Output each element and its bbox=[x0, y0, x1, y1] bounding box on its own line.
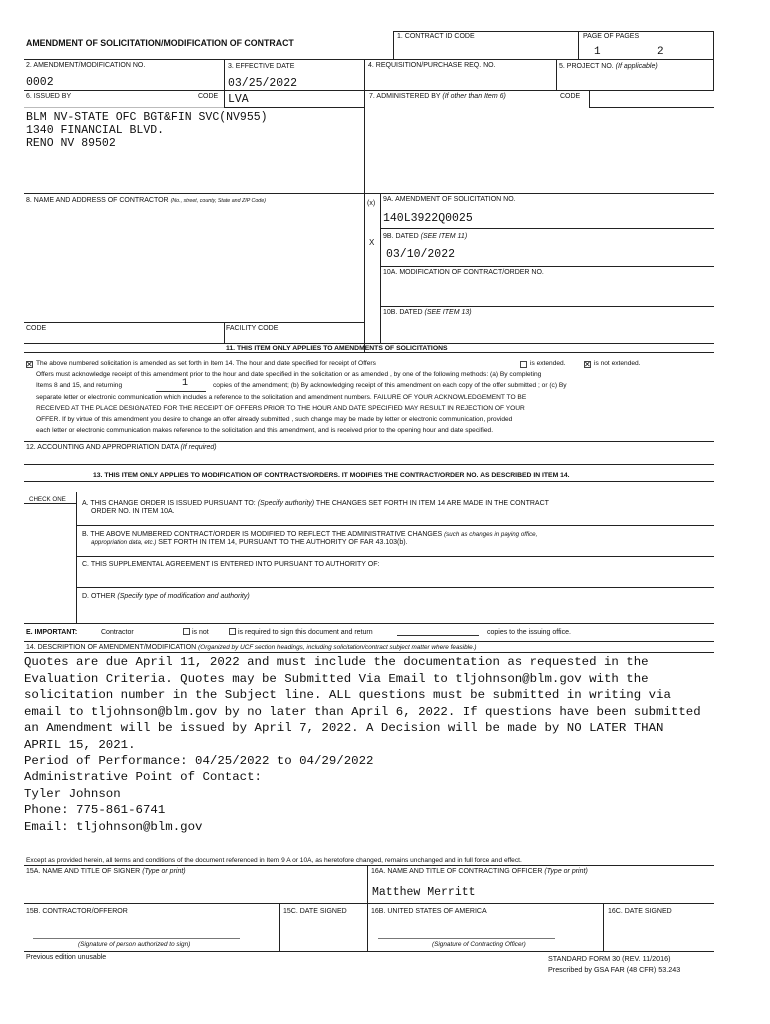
item-13b-line-2: appropriation data, etc.) SET FORTH IN ITEM 14, PURSUANT TO THE AUTHORITY OF FAR 43.103(b). bbox=[91, 539, 408, 546]
item-10b-label: 10B. DATED (SEE ITEM 13) bbox=[383, 309, 472, 316]
item-11-line-6: OFFER. If by virtue of this amendment you desire to change an offer already submitted , such change may be made by letter or electronic communication, provided bbox=[36, 416, 513, 423]
amended-checkbox[interactable]: ✕ bbox=[26, 360, 33, 369]
item-9b-label: 9B. DATED (SEE ITEM 11) bbox=[383, 233, 468, 240]
item-12-label: 12. ACCOUNTING AND APPROPRIATION DATA (If required) bbox=[26, 444, 217, 451]
description-line-10: Phone: 775-861-6741 bbox=[24, 803, 166, 817]
effective-date-value: 03/25/2022 bbox=[228, 77, 298, 90]
item-15a-label: 15A. NAME AND TITLE OF SIGNER (Type or print) bbox=[26, 868, 186, 875]
project-no-label: 5. PROJECT NO. (If applicable) bbox=[559, 63, 658, 70]
item-11-heading: 11. THIS ITEM ONLY APPLIES TO AMENDMENTS OF SOLICITATIONS bbox=[226, 345, 448, 352]
important-label: E. IMPORTANT: bbox=[26, 629, 78, 636]
item-16c-label: 16C. DATE SIGNED bbox=[608, 908, 672, 915]
administered-by-label: 7. ADMINISTERED BY (If other than Item 6) bbox=[369, 93, 506, 100]
description-line-3: solicitation number in the Subject line. ALL questions must be submitted in writing via bbox=[24, 688, 671, 702]
requisition-label: 4. REQUISITION/PURCHASE REQ. NO. bbox=[368, 62, 496, 69]
officer-signature-line[interactable] bbox=[378, 938, 555, 939]
item-13b-line-1: B. THE ABOVE NUMBERED CONTRACT/ORDER IS MODIFIED TO REFLECT THE ADMINISTRATIVE CHANGES (such as changes in paying office, bbox=[82, 531, 538, 538]
item-13a-line-2: ORDER NO. IN ITEM 10A. bbox=[91, 508, 175, 515]
contract-id-code-label: 1. CONTRACT ID CODE bbox=[397, 33, 475, 40]
contracting-officer-name: Matthew Merritt bbox=[372, 886, 476, 899]
description-line-5: an Amendment will be issued by April 7, 2022. A Decision will be made by NO LATER THAN bbox=[24, 721, 664, 735]
contractor-signature-line[interactable] bbox=[33, 938, 240, 939]
description-line-2: Evaluation Criteria. Quotes may be Submitted Via Email to tljohnson@blm.gov with the bbox=[24, 672, 649, 686]
item-13d-line: D. OTHER (Specify type of modification and authority) bbox=[82, 593, 250, 600]
issuer-line-3: RENO NV 89502 bbox=[26, 137, 116, 150]
is-not-label: is not bbox=[192, 629, 209, 636]
amendment-no-label: 2. AMENDMENT/MODIFICATION NO. bbox=[26, 62, 146, 69]
is-required-label: is required to sign this document and return bbox=[238, 629, 373, 636]
amendment-no-value: 0002 bbox=[26, 76, 54, 89]
is-required-checkbox[interactable] bbox=[229, 628, 236, 635]
item-14-label: 14. DESCRIPTION OF AMENDMENT/MODIFICATION (Organized by UCF section headings, including solicitation/contract subject matter where feasible.) bbox=[26, 644, 477, 651]
item-9b-value: 03/10/2022 bbox=[386, 248, 456, 261]
item-16b-label: 16B. UNITED STATES OF AMERICA bbox=[371, 908, 487, 915]
x-mark-9a: (x) bbox=[367, 200, 376, 207]
is-extended-label: is extended. bbox=[530, 360, 566, 367]
standard-form-label: STANDARD FORM 30 (REV. 11/2016) bbox=[548, 954, 671, 963]
issued-by-code-label: CODE bbox=[198, 93, 219, 100]
issuer-line-1: BLM NV-STATE OFC BGT&FIN SVC(NV955) bbox=[26, 111, 268, 124]
description-line-11: Email: tljohnson@blm.gov bbox=[24, 820, 203, 834]
item-11-line-4: separate letter or electronic communication which includes a reference to the solicitation and amendment numbers. FAILURE OF YOUR ACKNOWLEDGEMENT TO BE bbox=[36, 394, 527, 401]
item-15c-label: 15C. DATE SIGNED bbox=[283, 908, 347, 915]
issued-by-code-value: LVA bbox=[228, 93, 249, 106]
item-11-line-1: The above numbered solicitation is amended as set forth in Item 14. The hour and date specified for receipt of Offers bbox=[36, 360, 376, 367]
description-line-4: email to tljohnson@blm.gov by no later than April 6, 2022. If questions have been submitted bbox=[24, 705, 701, 719]
item-13c-line: C. THIS SUPPLEMENTAL AGREEMENT IS ENTERED INTO PURSUANT TO AUTHORITY OF: bbox=[82, 561, 380, 568]
item-11-line-2: Offers must acknowledge receipt of this amendment prior to the hour and date specified in the solicitation or as amended , by one of the following methods: (a) By completing bbox=[36, 371, 542, 378]
signature-person-caption: (Signature of person authorized to sign) bbox=[78, 941, 191, 948]
page-of-pages-label: PAGE OF PAGES bbox=[583, 33, 640, 40]
item-16a-label: 16A. NAME AND TITLE OF CONTRACTING OFFICER (Type or print) bbox=[371, 868, 588, 875]
x-mark-9b: X bbox=[369, 238, 375, 247]
item-9a-value: 140L3922Q0025 bbox=[383, 212, 473, 225]
page-number: 1 bbox=[594, 46, 601, 58]
is-not-extended-checkbox[interactable]: ✕ bbox=[584, 360, 591, 369]
item-13a-line-1: A. THIS CHANGE ORDER IS ISSUED PURSUANT TO: (Specify authority) THE CHANGES SET FORTH IN ITEM 14 ARE MADE IN THE CONTRACT bbox=[82, 500, 549, 507]
is-not-checkbox[interactable] bbox=[183, 628, 190, 635]
copies-value: 1 bbox=[182, 378, 189, 389]
item-9a-label: 9A. AMENDMENT OF SOLICITATION NO. bbox=[383, 196, 516, 203]
description-line-6: APRIL 15, 2021. bbox=[24, 738, 136, 752]
description-line-1: Quotes are due April 11, 2022 and must include the documentation as requested in the bbox=[24, 655, 649, 669]
contractor-code-label: CODE bbox=[26, 325, 47, 332]
facility-code-label: FACILITY CODE bbox=[226, 325, 279, 332]
item-10a-label: 10A. MODIFICATION OF CONTRACT/ORDER NO. bbox=[383, 269, 544, 276]
previous-edition-note: Previous edition unusable bbox=[26, 954, 107, 961]
item-11-line-5: RECEIVED AT THE PLACE DESIGNATED FOR THE RECEIPT OF OFFERS PRIOR TO THE HOUR AND DATE SPECIFIED MAY RESULT IN REJECTION OF YOUR bbox=[36, 405, 525, 412]
signature-officer-caption: (Signature of Contracting Officer) bbox=[432, 941, 526, 948]
is-extended-checkbox[interactable] bbox=[520, 361, 527, 368]
form-title: AMENDMENT OF SOLICITATION/MODIFICATION OF CONTRACT bbox=[26, 38, 294, 48]
issuer-line-2: 1340 FINANCIAL BLVD. bbox=[26, 124, 165, 137]
description-line-9: Tyler Johnson bbox=[24, 787, 121, 801]
is-not-extended-label: is not extended. bbox=[594, 360, 641, 367]
issued-by-label: 6. ISSUED BY bbox=[26, 93, 72, 100]
check-one-label: CHECK ONE bbox=[29, 496, 66, 503]
administered-by-code-label: CODE bbox=[560, 93, 581, 100]
except-provided-text: Except as provided herein, all terms and conditions of the document referenced in Item 9 A or 10A, as heretofore changed, remains unchanged and in full force and effect. bbox=[26, 857, 522, 864]
copies-to-office-label: copies to the issuing office. bbox=[487, 629, 571, 636]
effective-date-label: 3. EFFECTIVE DATE bbox=[228, 63, 295, 70]
item-15b-label: 15B. CONTRACTOR/OFFEROR bbox=[26, 908, 128, 915]
description-line-8: Administrative Point of Contact: bbox=[24, 770, 262, 784]
contractor-label: 8. NAME AND ADDRESS OF CONTRACTOR (No., street, county, State and ZIP Code) bbox=[26, 197, 266, 204]
prescribed-by-label: Prescribed by GSA FAR (48 CFR) 53.243 bbox=[548, 965, 681, 974]
item-13-heading: 13. THIS ITEM ONLY APPLIES TO MODIFICATION OF CONTRACTS/ORDERS. IT MODIFIES THE CONTRACT/ORDER NO. AS DESCRIBED IN ITEM 14. bbox=[93, 472, 570, 479]
item-11-line-3a: Items 8 and 15, and returning bbox=[36, 382, 123, 389]
item-11-line-3b: copies of the amendment; (b) By acknowledging receipt of this amendment on each copy of the offer submitted ; or (c) By bbox=[213, 382, 567, 389]
total-pages: 2 bbox=[657, 46, 664, 58]
item-11-line-7: each letter or electronic communication makes reference to the solicitation and this amendment, and is received prior to the opening hour and date specified. bbox=[36, 427, 494, 434]
description-line-7: Period of Performance: 04/25/2022 to 04/29/2022 bbox=[24, 754, 374, 768]
important-contractor: Contractor bbox=[101, 629, 134, 636]
